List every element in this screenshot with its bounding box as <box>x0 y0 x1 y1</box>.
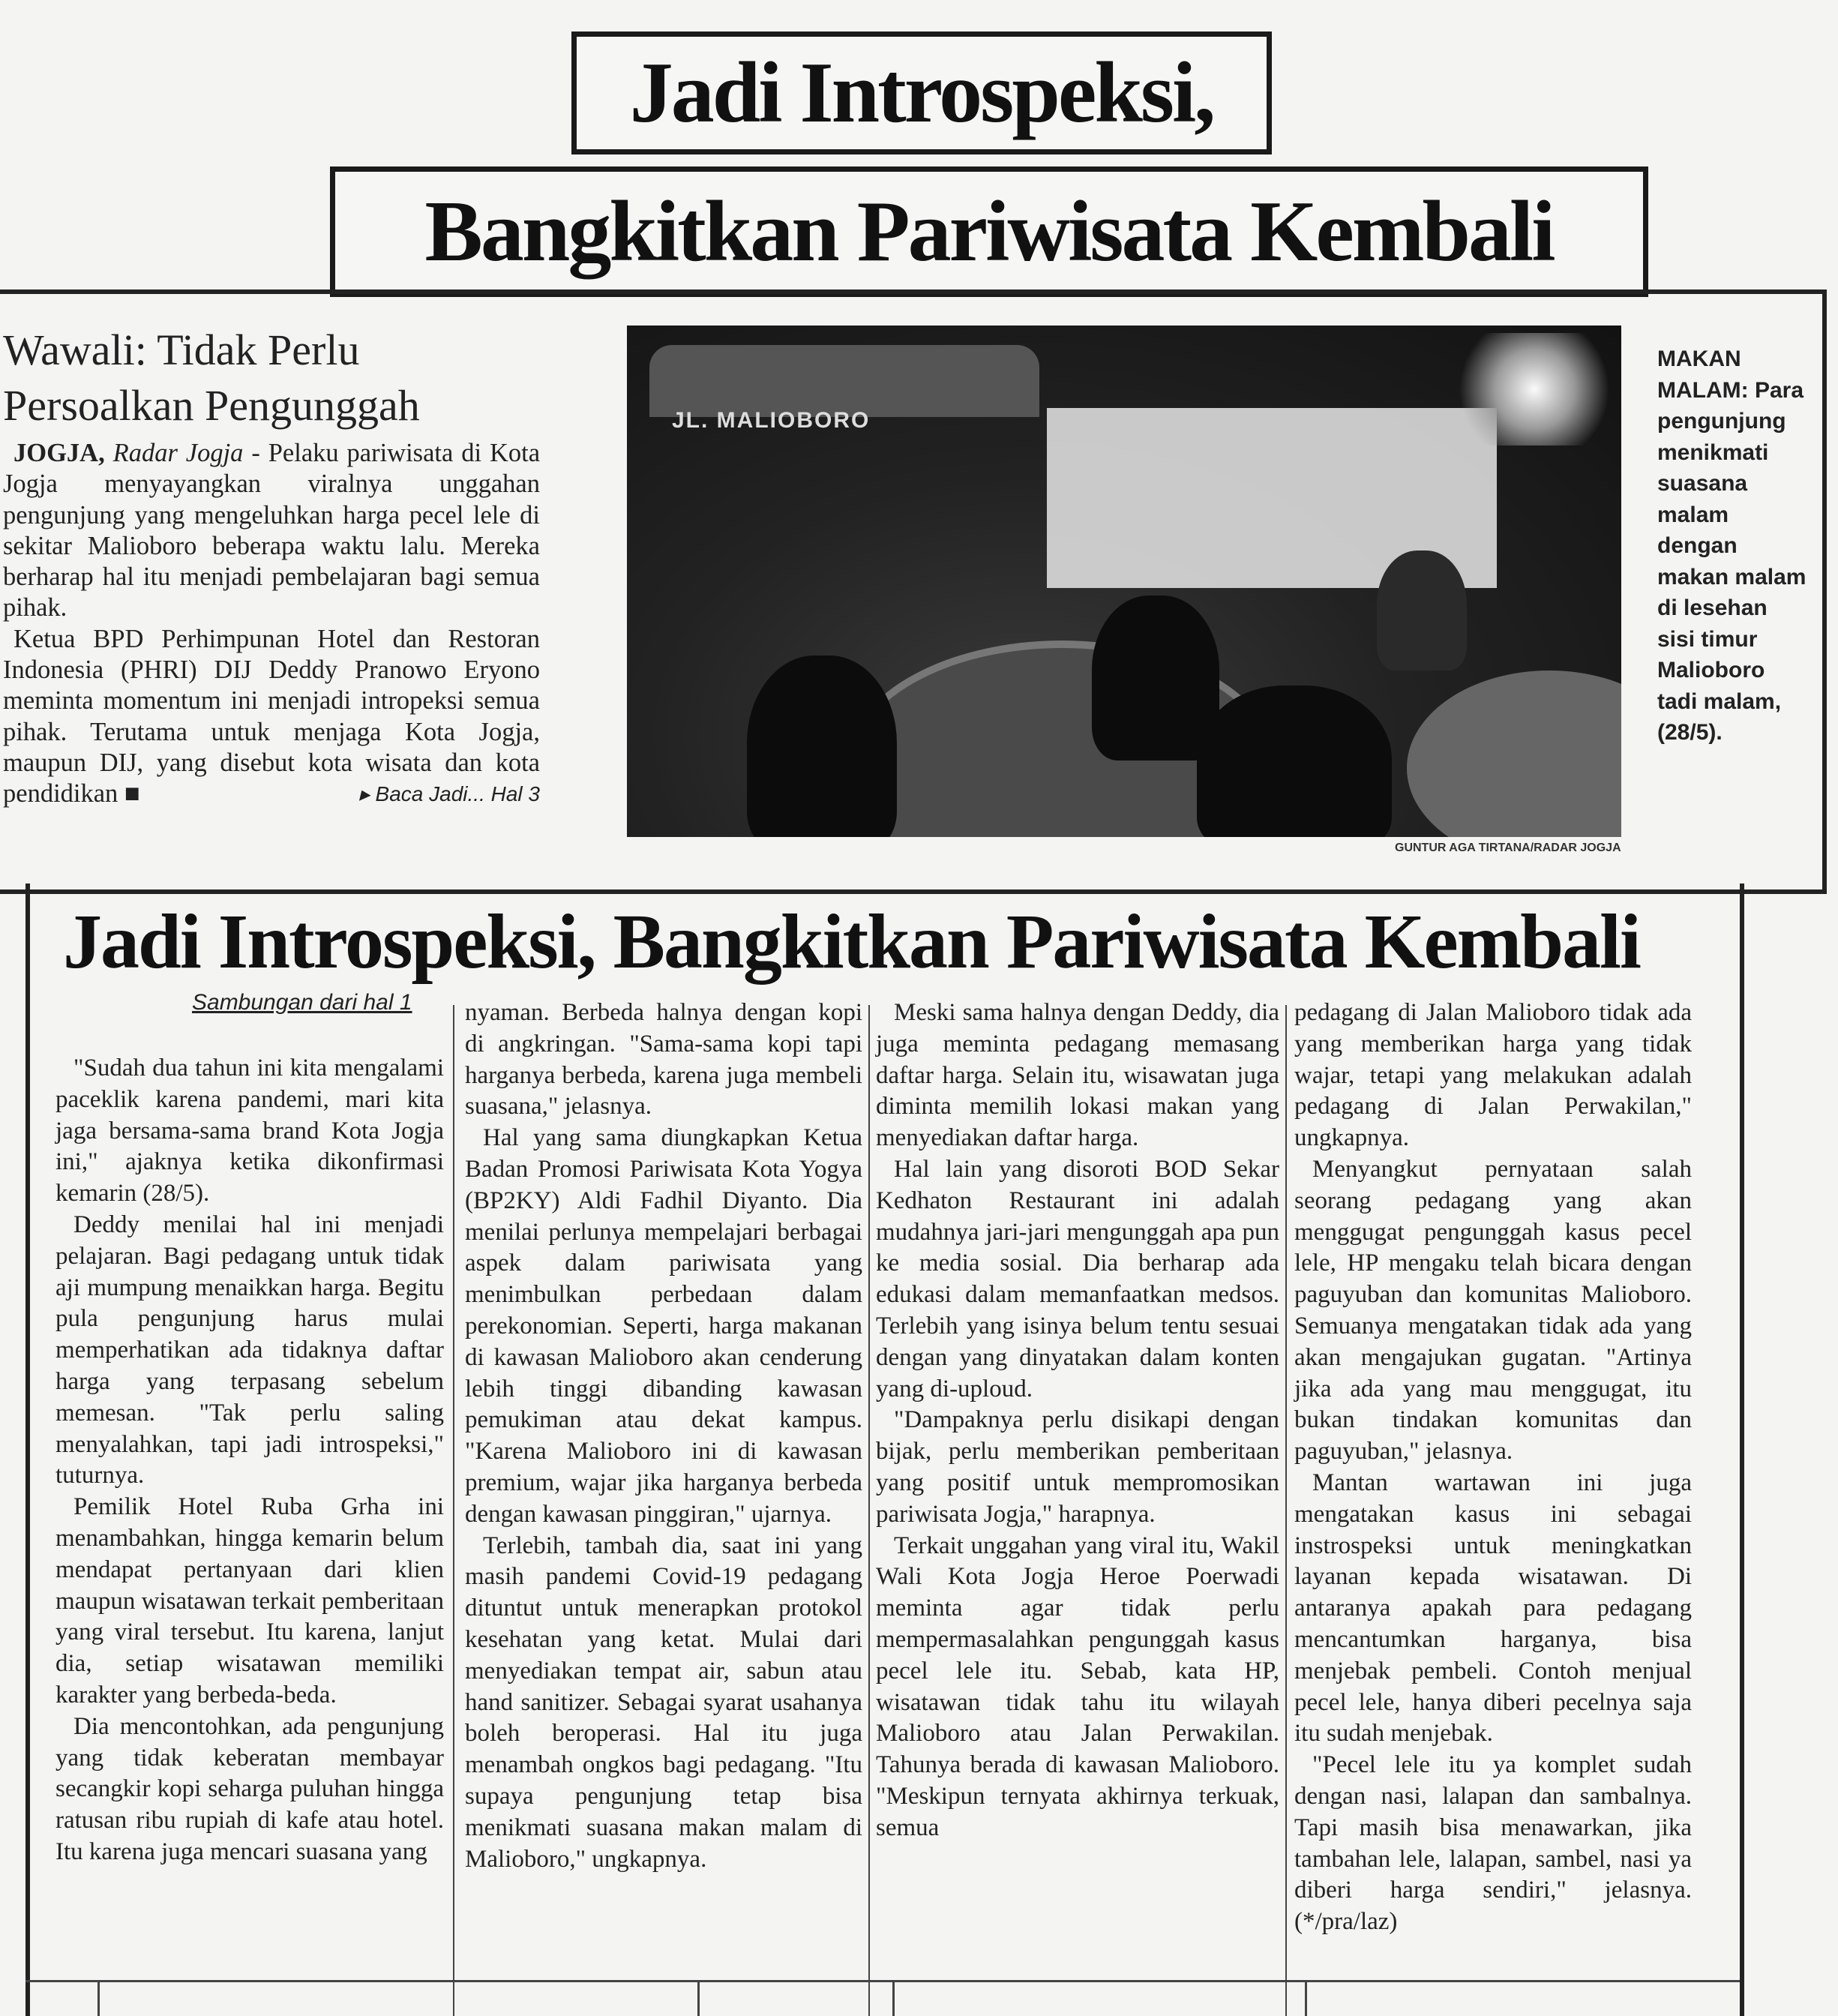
paragraph: "Dampaknya perlu disikapi dengan bijak, perlu memberikan pemberitaan yang positif untuk mempromosikan pariwisata Jogja," harapnya. <box>876 1406 1279 1528</box>
headline-line-1: Jadi Introspeksi, <box>571 32 1272 154</box>
bottom-rule <box>25 1980 1740 1982</box>
headline-line-2: Bangkitkan Pariwisata Kembali <box>330 166 1648 297</box>
lesehan-banner <box>649 345 1039 417</box>
paragraph: "Pecel lele itu ya komplet sudah dengan nasi, lalapan dan sambalnya. Tapi masih bisa menawarkan, jika tambahan lele, lalapan, sambel, nasi ya diberi harga sendiri," jelasnya. (*/pra/laz) <box>1294 1751 1692 1936</box>
lead-paragraph-1-text: - Pelaku pariwisata di Kota Jogja menyayangkan viralnya unggahan pengunjung yang mengeluhkan harga pecel lele di sekitar Malioboro beberapa waktu lalu. Mereka berharap hal itu menjadi pembelajaran bagi semua pihak. <box>3 439 541 622</box>
source: Radar Jogja <box>112 439 244 467</box>
news-photo <box>627 326 1621 837</box>
bottom-tick <box>892 1982 895 2016</box>
round-table-right <box>1407 670 1621 837</box>
banner-text: JL. MALIOBORO <box>672 408 871 433</box>
paragraph: Pemilik Hotel Ruba Grha ini menambahkan, hingga kemarin belum mendapat pertanyaan dari klien maupun wisatawan terkait pemberitaan yang viral tersebut. Itu karena, lanjut dia, setiap wisatawan memiliki karakter yang berbeda-beda. <box>55 1493 444 1708</box>
continuation-headline: Jadi Introspeksi, Bangkitkan Pariwisata Kembali <box>63 898 1640 985</box>
lead-paragraph-2: Ketua BPD Perhimpunan Hotel dan Restoran Indonesia (PHRI) DIJ Deddy Pranowo Eryono meminta momentum ini menjadi intropeksi semua pihak. Terutama untuk menjaga Kota Jogja, maupun DIJ, yang disebut kota wisata dan kota pendidikan ■ ▸ Baca Jadi... Hal 3 <box>3 624 540 810</box>
paragraph: Terlebih, tambah dia, saat ini yang masih pandemi Covid-19 pedagang dituntut untuk menerapkan protokol kesehatan yang ketat. Mulai dari menyediakan tempat air, sabun atau hand sanitizer. Sebagai syarat usahanya boleh beroperasi. Hal itu juga menambah ongkos bagi pedagang. "Itu supaya pengunjung tetap bisa menikmati suasana makan malam di Malioboro," ungkapnya. <box>465 1532 862 1873</box>
paragraph: Hal lain yang disoroti BOD Sekar Kedhaton Restaurant ini adalah mudahnya jari-jari mengunggah apa pun ke media sosial. Dia berharap ada edukasi dalam memanfaatkan medsos. Terlebih yang isinya belum tentu sesuai dengan yang dinyatakan dalam konten yang di-uploud. <box>876 1155 1279 1402</box>
photo-credit: GUNTUR AGA TIRTANA/RADAR JOGJA <box>1395 842 1621 854</box>
diner-silhouette <box>1092 596 1219 760</box>
paragraph: Meski sama halnya dengan Deddy, dia juga meminta pedagang memasang daftar harga. Selain itu, wisawatan juga diminta memilih lokasi makan yang menyediakan daftar harga. <box>876 999 1279 1152</box>
lead-body <box>3 438 540 810</box>
column-divider <box>868 1005 870 2016</box>
paragraph: Dia mencontohkan, ada pengunjung yang tidak keberatan membayar secangkir kopi seharga puluhan hingga ratusan ribu rupiah di kafe atau hotel. Itu karena juga mencari suasana yang <box>55 1712 444 1865</box>
lamp-light <box>1452 333 1617 446</box>
lead-paragraph-2-text: Ketua BPD Perhimpunan Hotel dan Restoran Indonesia (PHRI) DIJ Deddy Pranowo Eryono meminta momentum ini menjadi intropeksi semua pihak. Terutama untuk menjaga Kota Jogja, maupun DIJ, yang disebut kota wisata dan kota pendidikan <box>3 624 540 808</box>
column-3 <box>876 998 1279 1844</box>
paragraph: Deddy menilai hal ini menjadi pelajaran. Bagi pedagang untuk tidak aji mumpung menaikkan harga. Begitu pula pengunjung harus mulai memperhatikan ada tidaknya daftar harga yang terpasang sebelum memesan. "Tak perlu saling menyalahkan, tapi jadi introspeksi," tuturnya. <box>55 1210 444 1490</box>
diner-silhouette <box>747 656 897 837</box>
paragraph: Hal yang sama diungkapkan Ketua Badan Promosi Pariwisata Kota Yogya (BP2KY) Aldi Fadhil Diyanto. Dia menilai perlunya mempelajari berbagai aspek dalam pariwisata yang menimbulkan perbedaan dalam perekonomian. Seperti, harga makanan di kawasan Malioboro akan cenderung lebih tinggi dibanding kawasan pemukiman atau dekat kampus. "Karena Malioboro ini di kawasan premium, wajar jika harganya berbeda dengan kawasan pinggiran," ujarnya. <box>465 1124 862 1528</box>
column-4 <box>1294 998 1692 1938</box>
vendor-silhouette <box>1377 550 1467 670</box>
column-2 <box>465 998 862 1875</box>
bottom-tick <box>1305 1982 1307 2016</box>
paragraph: pedagang di Jalan Malioboro tidak ada yang memberikan harga yang tidak wajar, tetapi yang melakukan adalah pedagang di Jalan Perwakilan," ungkapnya. <box>1294 999 1692 1152</box>
paragraph: Terkait unggahan yang viral itu, Wakil Wali Kota Jogja Heroe Poerwadi meminta agar tidak perlu mempermasalahkan pengunggah kasus pecel lele itu. Sebab, kata HP, wisatawan tidak tahu itu wilayah Malioboro atau Jalan Perwakilan. Tahunya berada di kawasan Malioboro. "Meskipun ternyata akhirnya terkuak, semua <box>876 1532 1279 1841</box>
bottom-tick <box>97 1982 100 2016</box>
column-divider <box>453 1005 454 2016</box>
continued-from: Sambungan dari hal 1 <box>192 990 412 1015</box>
column-1 <box>55 1053 444 1868</box>
paragraph: Mantan wartawan ini juga mengatakan kasus ini sebagai instrospeksi untuk meningkatkan layanan kepada wisatawan. Di antaranya apakah para pedagang mencantumkan harganya, bisa menjebak pembeli. Contoh menjual pecel lele, hanya diberi pecelnya saja itu sudah menjebak. <box>1294 1468 1692 1748</box>
dateline: JOGJA, <box>13 439 105 467</box>
lead-subheadline: Wawali: Tidak Perlu Persoalkan Pengunggah <box>3 326 420 430</box>
bottom-tick <box>697 1982 700 2016</box>
paragraph: nyaman. Berbeda halnya dengan kopi di angkringan. "Sama-sama kopi tapi harganya berbeda, karena juga membeli suasana," jelasnya. <box>465 999 862 1120</box>
column-divider <box>1285 1005 1287 2016</box>
paragraph: Menyangkut pernyataan salah seorang pedagang yang akan menggugat pengunggah kasus pecel lele, HP mengaku telah bicara dengan paguyuban dan komunitas Malioboro. Semuanya mengatakan tidak ada yang akan mengajukan gugatan. "Artinya jika ada yang mau menggugat, itu bukan tindakan komunitas dan paguyuban," jelasnya. <box>1294 1155 1692 1466</box>
diner-silhouette <box>1197 686 1392 837</box>
lead-paragraph-1 <box>3 438 540 624</box>
read-more-link[interactable]: ▸ Baca Jadi... Hal 3 <box>358 782 540 806</box>
photo-caption: MAKAN MALAM: Para pengunjung menikmati suasana malam dengan makan malam di lesehan sisi timur Malioboro tadi malam, (28/5). <box>1657 346 1807 745</box>
paragraph: "Sudah dua tahun ini kita mengalami paceklik karena pandemi, mari kita jaga bersama-sama brand Kota Jogja ini," ajaknya ketika dikonfirmasi kemarin (28/5). <box>55 1054 444 1208</box>
